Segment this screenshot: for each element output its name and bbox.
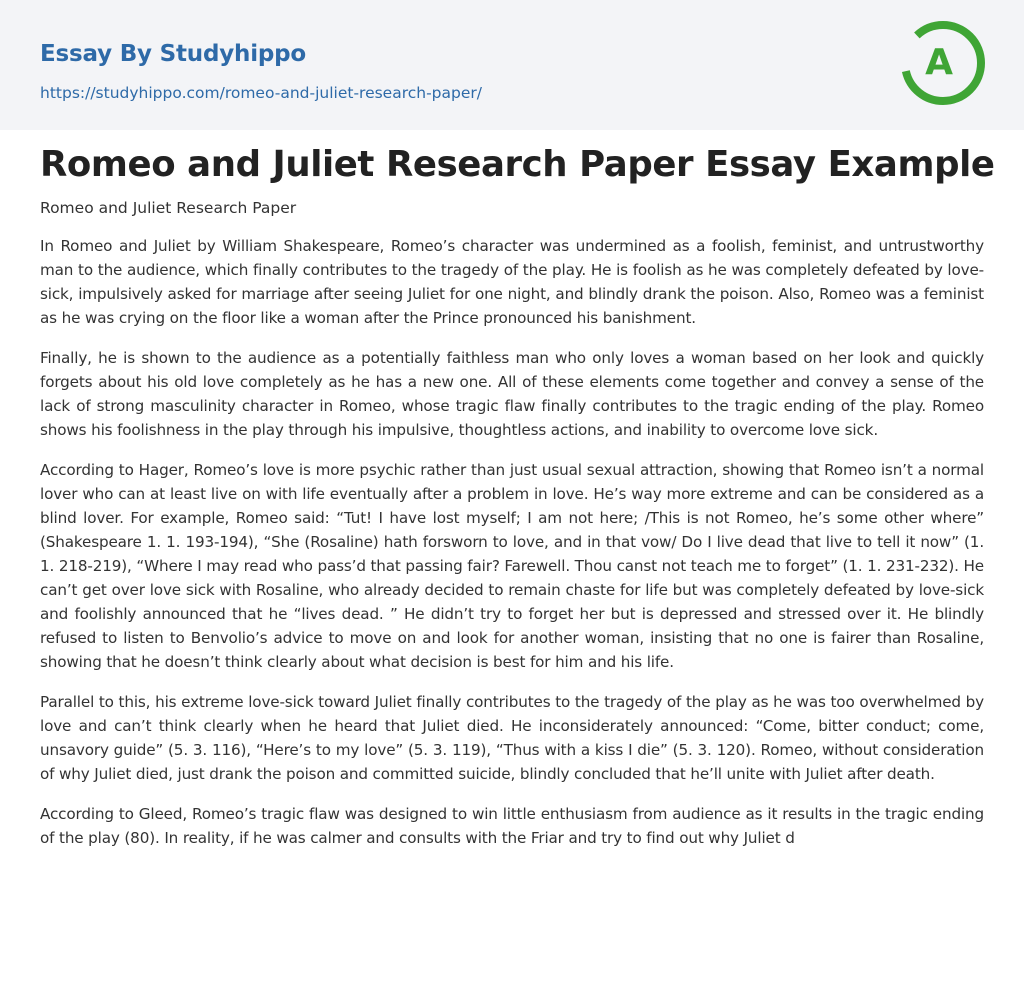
paragraph: In Romeo and Juliet by William Shakespeare, Romeo’s character was undermined as a foolish, feminist, and untrustworthy man to the audience, which finally contributes to the tragedy of the play. He is foolish as he was completely defeated by love-sick, impulsively asked for marriage after seeing Juliet for one night, and blindly drank the poison. Also, Romeo was a feminist as he was crying on the floor like a woman after the Prince pronounced his banishment. [40, 237, 984, 327]
paragraph: According to Gleed, Romeo’s tragic flaw was designed to win little enthusiasm from audience as it results in the tragic ending of the play (80). In reality, if he was calmer and consults with the Friar and try to find out why Juliet d [40, 805, 984, 847]
page-title: Romeo and Juliet Research Paper Essay Example [40, 144, 995, 185]
page-url-link[interactable]: https://studyhippo.com/romeo-and-juliet-research-paper/ [40, 84, 482, 102]
logo-letter: A [925, 42, 953, 83]
paragraph: According to Hager, Romeo’s love is more psychic rather than just usual sexual attraction, showing that Romeo isn’t a normal lover who can at least live on with life eventually after a problem in love. He’s way more extreme and can be considered as a blind lover. For example, Romeo said: “Tut! I have lost myself; I am not here; /This is not Romeo, he’s some other where” (Shakespeare 1. 1. 193-194), “She (Rosaline) hath forsworn to love, and in that vow/ Do I live dead that live to tell it now” (1. 1. 218-219), “Where I may read who pass’d that passing fair? Farewell. Thou canst not teach me to forget” (1. 1. 231-232). He can’t get over love sick with Rosaline, who already decided to remain chaste for life but was completely defeated by love-sick and foolishly announced that he “lives dead. ” He didn’t try to forget her but is depressed and stressed over it. He blindly refused to listen to Benvolio’s advice to move on and look for another woman, insisting that no one is fairer than Rosaline, showing that he doesn’t think clearly about what decision is best for him and his life. [40, 461, 984, 671]
site-title[interactable]: Essay By Studyhippo [40, 41, 307, 67]
paragraph: Finally, he is shown to the audience as a potentially faithless man who only loves a woman based on her look and quickly forgets about his old love completely as he has a new one. All of these elements come together and convey a sense of the lack of strong masculinity character in Romeo, whose tragic flaw finally contributes to the tragic ending of the play. Romeo shows his foolishness in the play through his impulsive, thoughtless actions, and inability to overcome love sick. [40, 349, 984, 439]
article-subtitle: Romeo and Juliet Research Paper [40, 199, 297, 217]
article-body [40, 234, 984, 976]
paragraph: Parallel to this, his extreme love-sick toward Juliet finally contributes to the tragedy of the play as he was too overwhelmed by love and can’t think clearly when he heard that Juliet died. He inconsiderately announced: “Come, bitter conduct; come, unsavory guide” (5. 3. 116), “Here’s to my love” (5. 3. 119), “Thus with a kiss I die” (5. 3. 120). Romeo, without consideration of why Juliet died, just drank the poison and committed suicide, blindly concluded that he’ll unite with Juliet after death. [40, 693, 984, 783]
